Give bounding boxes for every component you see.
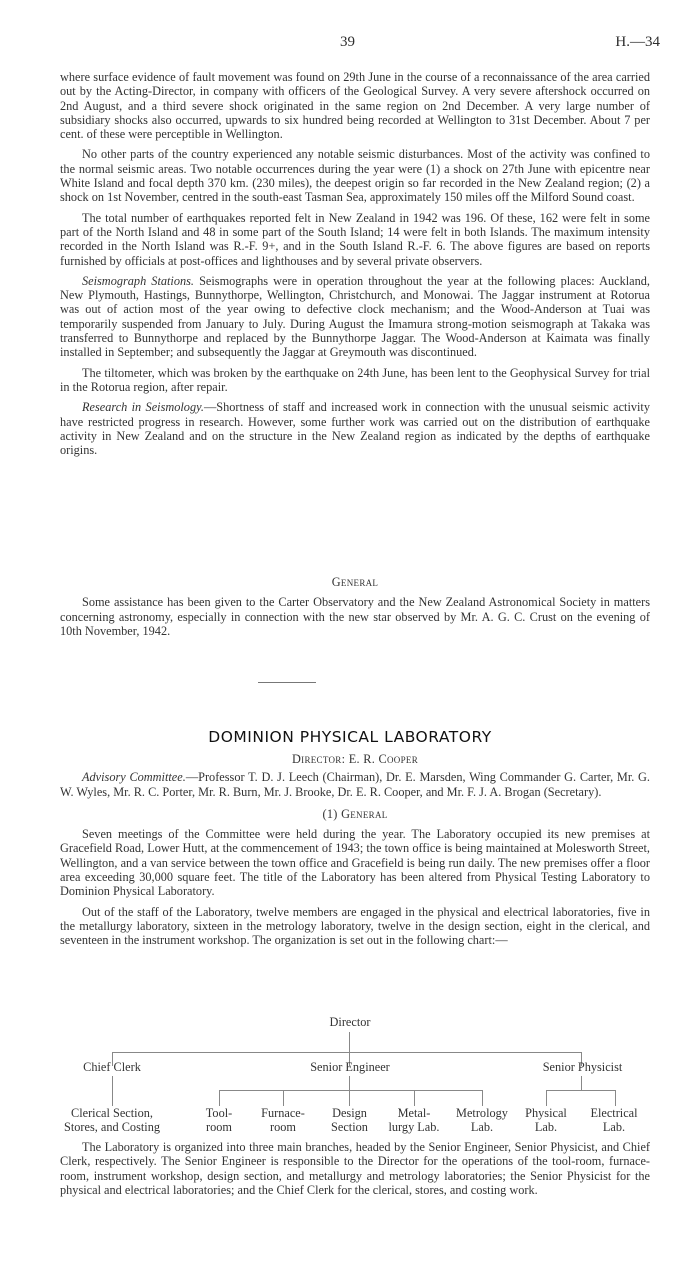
advisory-committee-lead: Advisory Committee. [82, 770, 186, 785]
chart-unit-line: Metrology [456, 1106, 508, 1120]
page-number: 39 [340, 34, 355, 50]
chart-unit-physical [518, 1106, 574, 1134]
page-header [0, 34, 700, 54]
chart-connector [546, 1090, 547, 1106]
chart-connector [414, 1090, 415, 1106]
seismic-paragraph-5: The tiltometer, which was broken by the earthquake on 24th June, has been lent to the Geophysical Survey for trial in the Rotorua region, after repair. [60, 365, 650, 394]
research-lead: Research in Seismology. [82, 400, 204, 415]
chart-unit-line: Stores, and Costing [64, 1120, 160, 1134]
chart-unit-design [322, 1106, 377, 1134]
dpl-paragraph-1: Seven meetings of the Committee were held during the year. The Laboratory occupied its new premises at Gracefield Road, Lower Hutt, at the commencement of 1943; the town office is being maintained at Molesworth Street, Wellington, and a van service between the town office and Gracefield is being run daily. The new premises offer a floor area exceeding 30,000 square feet. The title of the Laboratory has been altered from Physical Testing Laboratory to Dominion Physical Laboratory. [60, 827, 650, 899]
chart-unit-line: Section [331, 1120, 368, 1134]
chart-unit-line: Tool- [205, 1106, 233, 1120]
chart-unit-line: Furnace- [261, 1106, 305, 1120]
chart-connector [112, 1052, 582, 1053]
dpl-paragraph-2: Out of the staff of the Laboratory, twelve members are engaged in the physical and electrical laboratories, five in the metallurgy laboratory, sixteen in the metrology laboratory, twelve in the design section, eight in the clerical, and seventeen in the instrument workshop. The organization is set out in the following chart:— [60, 904, 650, 948]
seismograph-stations-lead: Seismograph Stations. [82, 273, 194, 288]
closing-section [60, 1140, 650, 1197]
chart-director: Director [329, 1015, 371, 1029]
seismograph-stations-text: Seismographs were in operation throughout the year at the following places: Auckland, New Plymouth, Hastings, Bunnythorpe, Wellington, Christchurch, and Monowai. The Jaggar instrument at Rotorua was out of action most of the year owing to defective clock mechanism; and the Wood-Anderson at Tuai was temporarily suspended from January to July. During August the Imamura strong-motion seismograph at Takaka was transferred to Bunnythorpe and replaced by the Bunnythorpe Jaggar. The Wood-Anderson at Kaimata was finally installed in September; and subsequently the Jaggar at Greymouth was discontinued. [60, 273, 650, 360]
research-text: —Shortness of staff and increased work in connection with the unusual seismic activity have restricted progress in research. However, some further work was carried out on the distribution of earthquake activity in New Zealand and on the structure in the New Zealand region as indicated by the depths of earthquake origins. [60, 400, 650, 458]
chart-connector [482, 1090, 483, 1106]
chart-unit-line: Metal- [397, 1106, 431, 1120]
chart-unit-line: Lab. [602, 1120, 626, 1134]
organization-chart [0, 1012, 700, 1142]
advisory-committee-text: —Professor T. D. J. Leech (Chairman), Dr. E. Marsden, Wing Commander G. Carter, Mr. G. W. Wyles, Mr. R. C. Porter, Mr. R. Burn, Mr. J. Brooke, Dr. E. R. Cooper, and Mr. F. J. A. Brogan (Secretary). [60, 770, 651, 799]
chart-connector [349, 1090, 350, 1106]
chart-unit-clerical [52, 1106, 172, 1134]
section-divider [258, 682, 316, 683]
chart-connector [349, 1032, 350, 1052]
chart-connector [581, 1076, 582, 1090]
general-section [60, 575, 650, 644]
seismic-paragraph-4 [60, 274, 650, 360]
general-subheading: (1) General [322, 806, 388, 821]
chart-connector [219, 1090, 220, 1106]
chart-branch-chief-clerk: Chief Clerk [83, 1060, 141, 1074]
chart-unit-metrology [450, 1106, 514, 1134]
dpl-paragraph-3: The Laboratory is organized into three main branches, headed by the Senior Engineer, Senior Physicist, and Chief Clerk, respectively. The Senior Engineer is responsible to the Director for the operations of the tool-room, furnace-room, instrument workshop, design section, and metallurgy and metrology laboratories; the Senior Physicist for the physical and electrical laboratories; and the Chief Clerk for the clerical, stores, and costing work. [60, 1140, 650, 1197]
seismic-paragraph-2: No other parts of the country experienced any notable seismic disturbances. Most of the activity was confined to the normal seismic areas. Two notable occurrences during the year were (1) a shock on 27th June with epicentre near White Island and focal depth 370 km. (230 miles), the deepest origin so far recorded in the New Zealand region; (2) a shock on 1st November, centred in the south-east Tasman Sea, approximately 150 miles off the Milford Sound coast. [60, 147, 650, 205]
seismic-paragraph-1: where surface evidence of fault movement was found on 29th June in the course of a reconnaissance of the area carried out by the Acting-Director, in company with officers of the Geological Survey. A very severe aftershock occurred on 2nd August, and a third severe shock originated in the same region on 2nd December. A very large number of subsidiary shocks also occurred, upwards to six hundred being recorded at Wellington to 31st December. About 7 per cent. of these were perceptible in Wellington. [60, 70, 650, 142]
chart-connector [283, 1090, 284, 1106]
chart-unit-tool-room [194, 1106, 244, 1134]
advisory-committee-paragraph [60, 770, 650, 799]
chart-unit-line: Lab. [470, 1120, 494, 1134]
chart-branch-senior-engineer: Senior Engineer [310, 1060, 390, 1074]
chart-unit-line: Clerical Section, [71, 1106, 153, 1120]
seismic-paragraph-3: The total number of earthquakes reported felt in New Zealand in 1942 was 196. Of these, 162 were felt in some part of the North Island and 48 in some part of the South Island; 14 were felt in both Islands. The maximum intensity recorded in the North Island was R.-F. 9+, and in the South Island R.-F. 6. The above figures are based on reports furnished by officials at post-offices and lighthouses and by several private observers. [60, 210, 650, 268]
chart-connector [219, 1090, 483, 1091]
chart-unit-electrical [582, 1106, 646, 1134]
chart-unit-metallurgy [382, 1106, 446, 1134]
seismic-paragraph-6 [60, 400, 650, 457]
chart-unit-line: Lab. [534, 1120, 558, 1134]
chart-unit-line: Electrical [590, 1106, 638, 1120]
chart-branch-senior-physicist: Senior Physicist [542, 1060, 623, 1074]
chart-connector [546, 1090, 616, 1091]
chart-connector [112, 1076, 113, 1106]
chart-unit-furnace-room [253, 1106, 313, 1134]
chart-connector [349, 1076, 350, 1090]
chart-unit-line: room [206, 1120, 232, 1134]
chart-unit-line: lurgy Lab. [388, 1120, 440, 1134]
chart-unit-line: Design [332, 1106, 367, 1120]
general-paragraph: Some assistance has been given to the Carter Observatory and the New Zealand Astronomical Society in matters concerning astronomy, especially in connection with the new star observed by Mr. A. G. C. Crust on the evening of 10th November, 1942. [60, 595, 650, 638]
chart-unit-line: room [270, 1120, 296, 1134]
seismic-section [60, 70, 650, 463]
chart-connector [615, 1090, 616, 1106]
chart-unit-line: Physical [525, 1106, 567, 1120]
document-reference: H.—34 [615, 34, 660, 50]
dpl-section [60, 752, 650, 954]
director-line: Director: E. R. Cooper [291, 752, 419, 766]
general-heading: General [331, 575, 379, 589]
section-title: DOMINION PHYSICAL LABORATORY [208, 728, 492, 746]
